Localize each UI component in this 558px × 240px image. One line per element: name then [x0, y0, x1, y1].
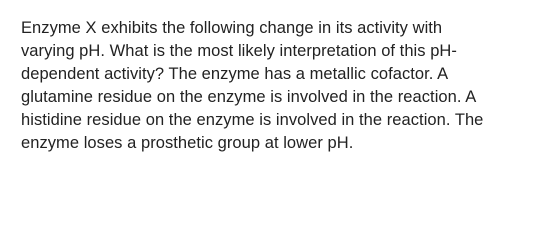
question-line-6: enzyme loses a prosthetic group at lower pH.	[21, 134, 354, 152]
question-line-5: histidine residue on the enzyme is involved in the reaction. The	[21, 111, 484, 129]
question-line-2: varying pH. What is the most likely interpretation of this pH-	[21, 42, 457, 60]
question-line-1: Enzyme X exhibits the following change in its activity with	[21, 19, 443, 37]
question-text	[21, 17, 541, 155]
question-line-3: dependent activity? The enzyme has a metallic cofactor. A	[21, 65, 449, 83]
question-line-4: glutamine residue on the enzyme is involved in the reaction. A	[21, 88, 477, 106]
